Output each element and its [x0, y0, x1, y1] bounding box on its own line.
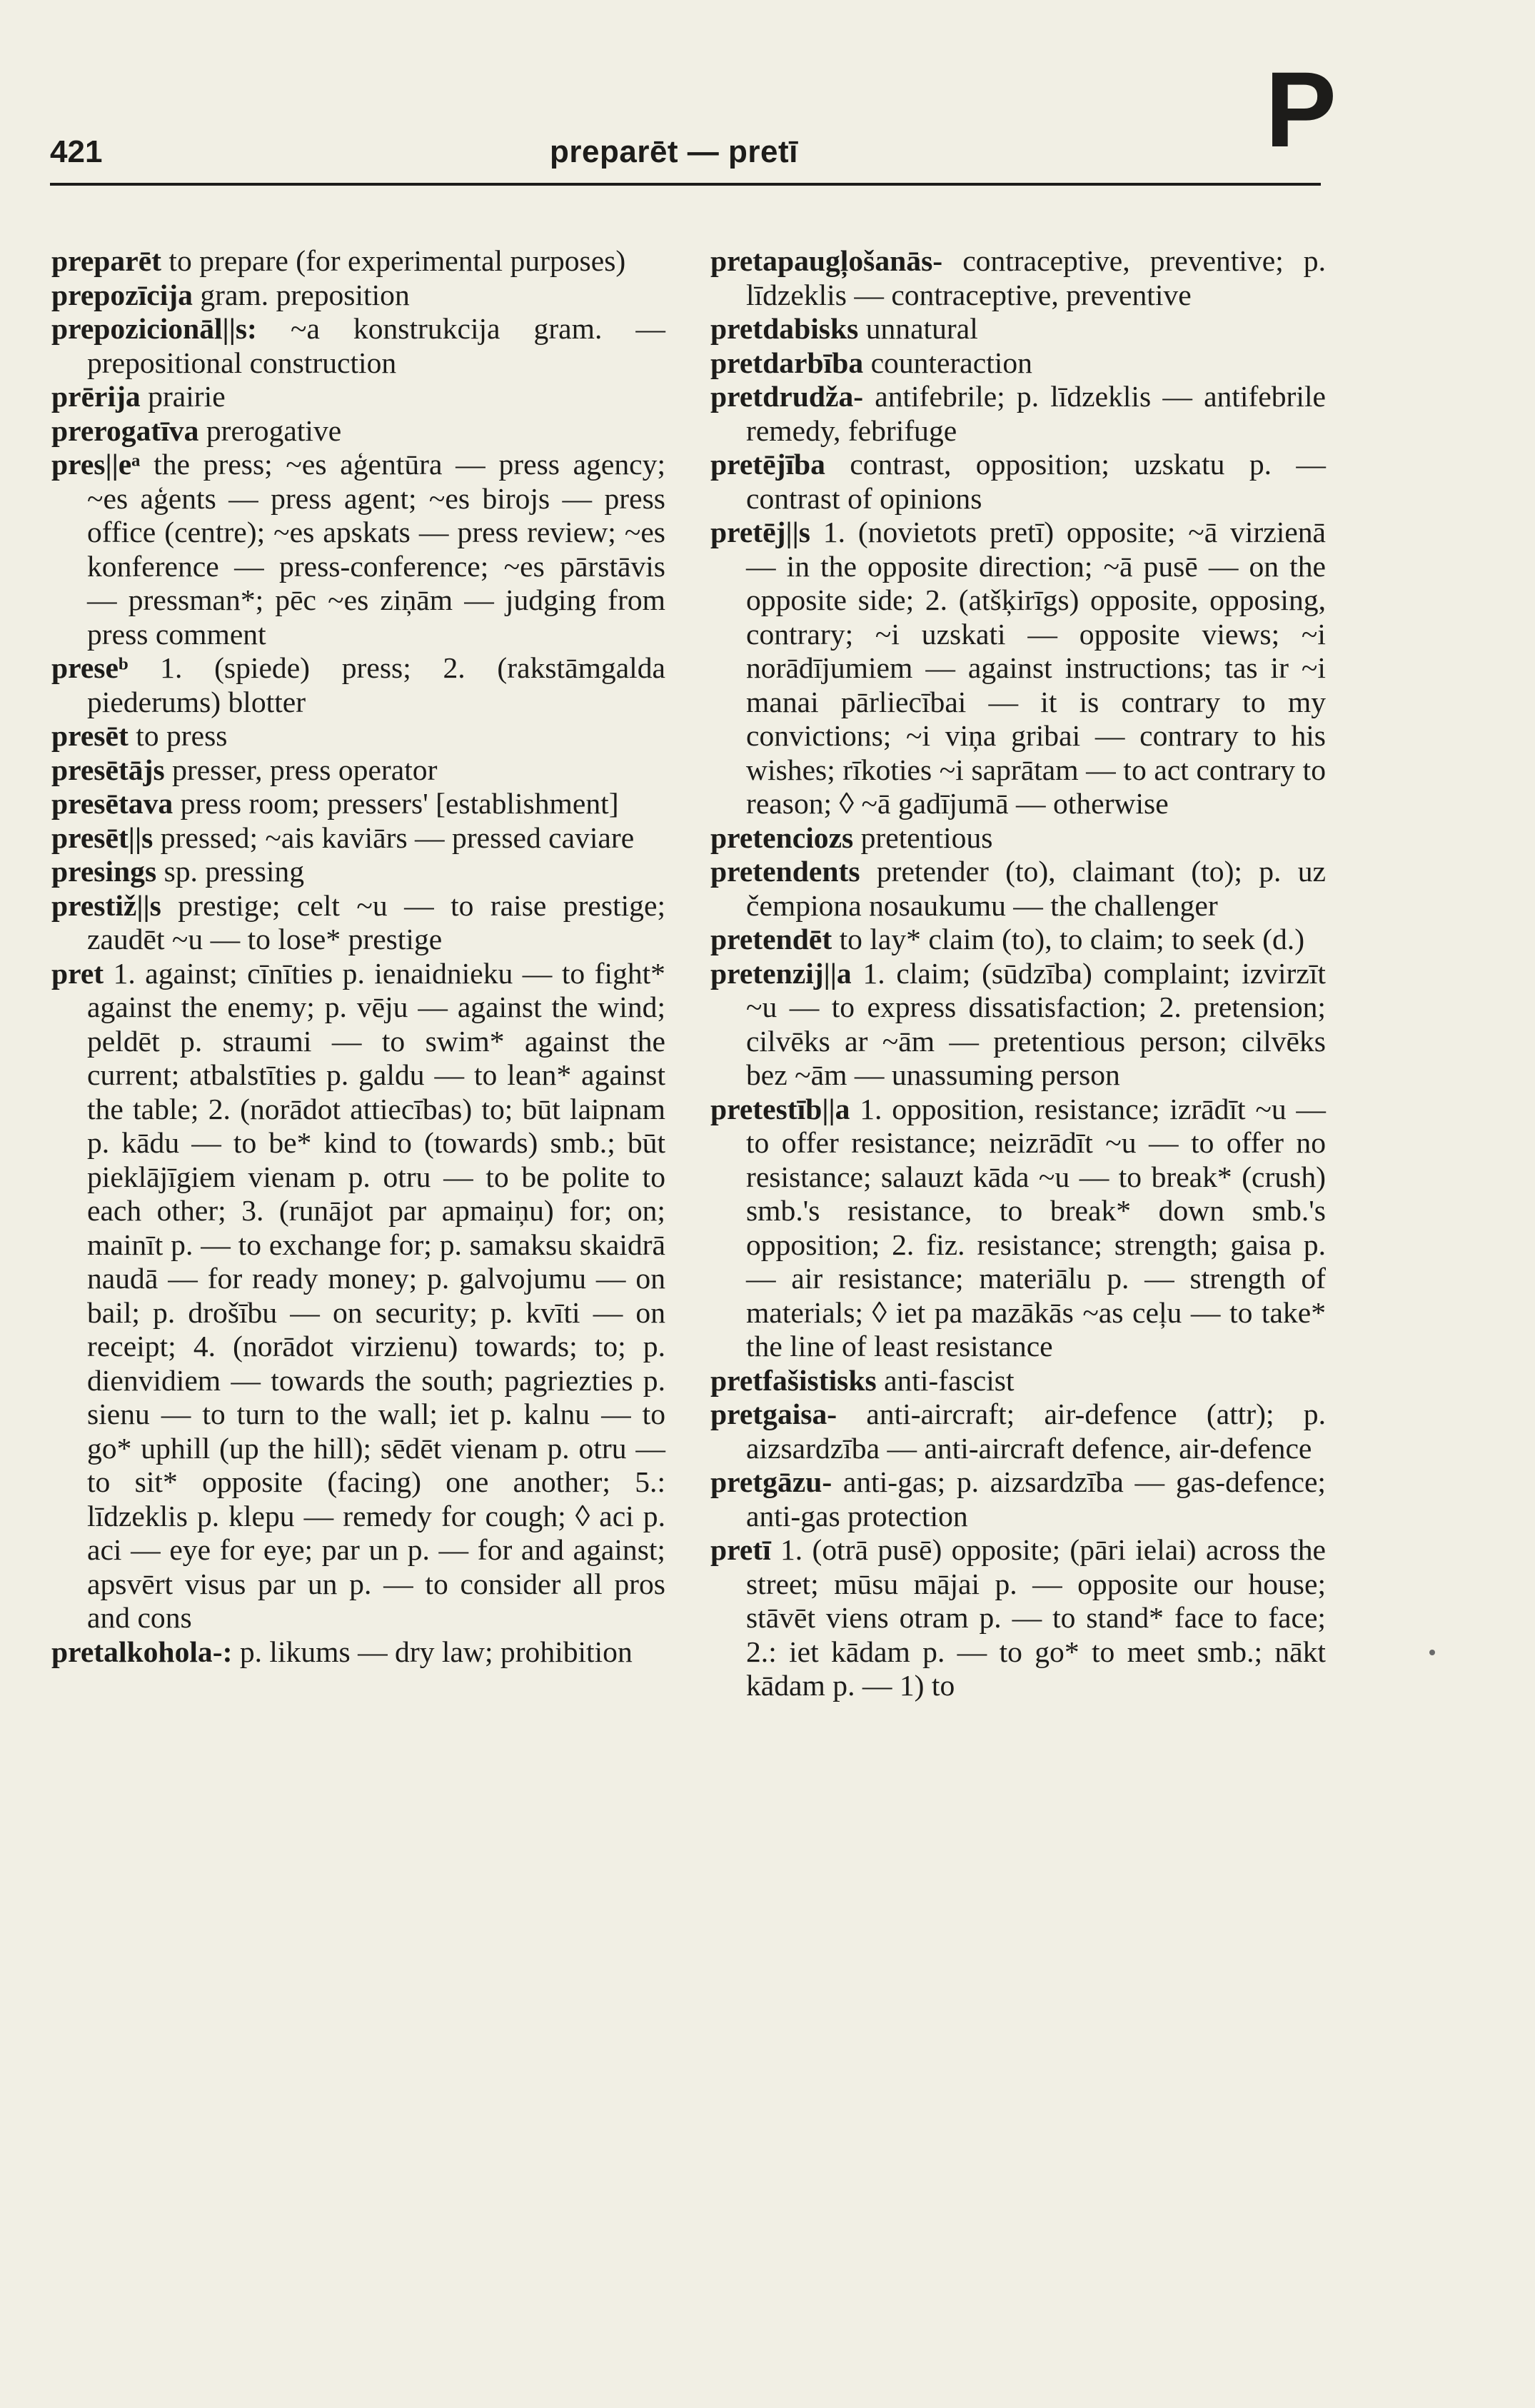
entry-definition: 1. (novietots pretī) opposite; ~ā virzienā — in the opposite direction; ~ā pusē — on the opposite side; 2. (atšķirīgs) opposite, opposing, contrary; ~i uzskati — opposite views; ~i norādījumiem — against instructions; tas ir ~i manai pārliecībai — it is contrary to my convictions; ~i viņa gribai — contrary to his wishes; rīkoties ~i saprātam — to act contrary to reason; ◊ ~ā gadījumā — otherwise — [746, 516, 1326, 820]
entry-definition: pretender (to), claimant (to); p. uz čempiona nosaukumu — the challenger — [746, 855, 1326, 922]
dictionary-entry — [51, 279, 665, 313]
entry-definition: the press; ~es aģentūra — press agency; ~es aģents — press agent; ~es birojs — press office (centre); ~es apskats — press review; ~es konference — press-conference; ~es pārstāvis — pressman*; pēc ~es ziņām — judging from press comment — [87, 448, 665, 651]
entry-definition: sp. pressing — [163, 855, 304, 888]
dictionary-entry — [710, 821, 1326, 856]
dictionary-entry — [710, 346, 1326, 381]
entry-definition: to prepare (for experimental purposes) — [168, 244, 626, 277]
entry-headword: pretdrudža- — [710, 380, 864, 413]
dictionary-entry — [51, 957, 665, 1635]
dictionary-entry — [710, 1398, 1326, 1465]
dictionary-entry — [710, 516, 1326, 821]
dictionary-entry — [51, 448, 665, 651]
entry-headword: preparēt — [51, 244, 162, 277]
dictionary-entry — [710, 1533, 1326, 1703]
entry-headword: pretalkohola-: — [51, 1635, 233, 1668]
dictionary-entry — [51, 651, 665, 719]
entry-headword: pretestīb||a — [710, 1092, 850, 1125]
ink-speck — [1429, 1650, 1435, 1655]
entry-headword: prērija — [51, 380, 141, 413]
entry-definition: prairie — [148, 380, 226, 413]
dictionary-entry — [51, 414, 665, 448]
entry-definition: 1. (otrā pusē) opposite; (pāri ielai) across the street; mūsu mājai p. — opposite our house; stāvēt viens otram p. — to stand* face to face; 2.: iet kādam p. — to go* to meet smb.; nākt kādam p. — 1) to — [746, 1533, 1326, 1702]
entry-definition: ~a konstrukcija gram. — prepositional construction — [87, 312, 665, 379]
entry-headword: prestiž||s — [51, 888, 161, 922]
entry-headword: pretapaugļošanās- — [710, 244, 943, 277]
entry-definition: counteraction — [870, 346, 1032, 379]
entry-headword: presings — [51, 855, 157, 888]
entry-headword: presētava — [51, 787, 173, 820]
dictionary-entry — [51, 244, 665, 279]
entry-definition: anti-aircraft; air-defence (attr); p. aizsardzība — anti-aircraft defence, air-defence — [746, 1398, 1326, 1465]
entry-definition: anti-fascist — [884, 1363, 1015, 1397]
entry-definition: unnatural — [865, 312, 978, 345]
header-rule — [50, 183, 1321, 186]
dictionary-entry — [710, 855, 1326, 923]
entry-definition: contrast, opposition; uzskatu p. — contrast of opinions — [746, 448, 1326, 515]
dictionary-entry — [710, 380, 1326, 448]
entry-headword: presēt — [51, 719, 129, 752]
entry-headword: pretendēt — [710, 923, 832, 955]
right-column — [710, 244, 1326, 1703]
dictionary-entry — [710, 923, 1326, 957]
entry-headword: pret — [51, 956, 104, 990]
dictionary-entry — [51, 787, 665, 821]
entry-headword: presēt||s — [51, 821, 154, 854]
entry-definition: prestige; celt ~u — to raise prestige; zaudēt ~u — to lose* prestige — [87, 888, 665, 955]
entry-headword: pretfašistisks — [710, 1363, 877, 1397]
entry-definition: prerogative — [206, 413, 342, 447]
entry-headword: pretdarbība — [710, 346, 864, 379]
entry-definition: press room; pressers' [establishment] — [180, 787, 619, 820]
entry-definition: anti-gas; p. aizsardzība — gas-defence; anti-gas protection — [746, 1465, 1326, 1532]
dictionary-entry — [51, 380, 665, 414]
dictionary-entry — [710, 957, 1326, 1093]
entry-headword: prepozicionāl||s: — [51, 312, 257, 345]
dictionary-entry — [710, 1093, 1326, 1364]
section-letter: P — [1265, 49, 1337, 169]
page-header — [50, 49, 1337, 186]
entry-headword: prepozīcija — [51, 278, 193, 311]
left-column — [51, 244, 665, 1669]
dictionary-entry — [51, 312, 665, 380]
dictionary-entry — [51, 855, 665, 889]
entry-definition: pressed; ~ais kaviārs — pressed caviare — [160, 821, 635, 854]
entry-definition: 1. opposition, resistance; izrādīt ~u — to offer resistance; neizrādīt ~u — to offer no resistance; salauzt kāda ~u — to break* (crush) smb.'s resistance, to break* down smb.'s opposition; 2. fiz. resistance; strength; gaisa p. — air resistance; materiālu p. — strength of materials; ◊ iet pa mazākās ~as ceļu — to take* the line of least resistance — [746, 1092, 1327, 1363]
dictionary-entry — [51, 1635, 665, 1670]
entry-headword: preseᵇ — [51, 651, 129, 684]
entry-headword: prerogatīva — [51, 413, 199, 447]
entry-definition: 1. claim; (sūdzība) complaint; izvirzīt ~u — to express dissatisfaction; 2. pretension; cilvēks ar ~ām — pretentious person; cilvēks bez ~ām — unassuming person — [746, 956, 1326, 1091]
dictionary-entry — [51, 889, 665, 957]
entry-definition: to lay* claim (to), to claim; to seek (d.) — [839, 923, 1305, 955]
entry-definition: pretentious — [860, 821, 993, 854]
entry-headword: pretī — [710, 1533, 771, 1566]
entry-definition: contraceptive, preventive; p. līdzeklis — contraceptive, preventive — [746, 244, 1326, 311]
entry-headword: pretgāzu- — [710, 1465, 832, 1498]
entry-headword: pres||eᵃ — [51, 448, 141, 481]
entry-definition: to press — [136, 719, 228, 752]
entry-headword: pretēj||s — [710, 516, 810, 548]
running-head: preparēt — pretī — [550, 134, 798, 169]
entry-headword: pretdabisks — [710, 312, 859, 345]
entry-headword: pretgaisa- — [710, 1398, 837, 1430]
entry-headword: pretējība — [710, 448, 825, 481]
entry-definition: gram. preposition — [200, 278, 410, 311]
dictionary-entry — [51, 719, 665, 753]
entry-definition: presser, press operator — [172, 753, 438, 786]
dictionary-entry — [710, 1465, 1326, 1533]
page-number: 421 — [50, 134, 103, 169]
entry-headword: pretendents — [710, 855, 860, 888]
entry-headword: presētājs — [51, 753, 165, 786]
dictionary-entry — [710, 244, 1326, 312]
entry-definition: 1. against; cīnīties p. ienaidnieku — to fight* against the enemy; p. vēju — against the wind; peldēt p. straumi — to swim* against the current; atbalstīties p. galdu — to lean* against the table; 2. (norādot attiecības) to; būt laipnam p. kādu — to be* kind to (towards) smb.; būt pieklājīgiem vienam p. otru — to be polite to each other; 3. (runājot par apmaiņu) for; on; mainīt p. — to exchange for; p. samaksu skaidrā naudā — for ready money; p. galvojumu — on bail; p. drošību — on security; p. kvīti — on receipt; 4. (norādot virzienu) towards; to; p. dienvidiem — towards the south; pagriezties p. sienu — to turn to the wall; iet p. kalnu — to go* uphill (up the hill); sēdēt vienam p. otru — to sit* opposite (facing) one another; 5.: līdzeklis p. klepu — remedy for cough; ◊ aci p. aci — eye for eye; par un p. — for and against; apsvērt visus par un p. — to consider all pros and cons — [87, 956, 665, 1634]
entry-headword: pretenzij||a — [710, 956, 852, 990]
dictionary-entry — [710, 312, 1326, 346]
dictionary-entry — [51, 753, 665, 788]
entry-definition: antifebrile; p. līdzeklis — antifebrile remedy, febrifuge — [746, 380, 1326, 447]
dictionary-entry — [710, 448, 1326, 516]
entry-definition: p. likums — dry law; prohibition — [239, 1635, 633, 1668]
entry-headword: pretenciozs — [710, 821, 854, 854]
dictionary-entry — [51, 821, 665, 856]
dictionary-entry — [710, 1364, 1326, 1398]
entry-definition: 1. (spiede) press; 2. (rakstāmgalda piederums) blotter — [87, 651, 665, 718]
